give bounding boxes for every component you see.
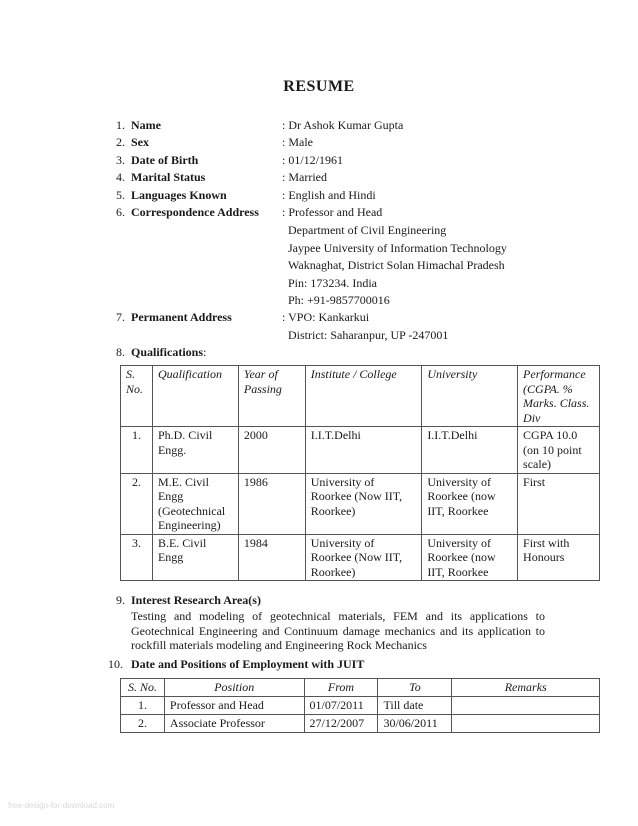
- field-label: Correspondence Address: [131, 205, 259, 219]
- field-label: Name: [131, 118, 161, 132]
- field-value: : Male: [282, 135, 313, 150]
- column-header: University: [422, 366, 518, 427]
- column-header: Institute / College: [305, 366, 422, 427]
- table-cell: 1984: [238, 534, 305, 581]
- table-cell: 30/06/2011: [378, 714, 452, 732]
- field-value: : English and Hindi: [282, 187, 376, 202]
- column-header: Year of Passing: [238, 366, 305, 427]
- table-cell: [452, 714, 600, 732]
- field-label: Date of Birth: [131, 152, 199, 167]
- item-number: 9.: [116, 593, 125, 607]
- table-header-row: [121, 366, 600, 427]
- item-number: 8.: [116, 345, 125, 359]
- item-number: 10.: [108, 657, 123, 671]
- field-label: Languages Known: [131, 187, 227, 202]
- table-cell: [452, 696, 600, 714]
- item-number: 3.: [116, 152, 125, 167]
- column-header: Qualification: [152, 366, 238, 427]
- column-header: S. No.: [121, 679, 165, 697]
- section-label: Qualifications: [131, 345, 204, 359]
- field-value: : Professor and Head: [282, 205, 383, 219]
- resume-page: RESUME 1. Name : Dr Ashok Kumar Gupta 2. Sex : Male 3. Date of Birth : 01/12/1961 4. Marital Status : Married 5. Languages Known : English and Hindi 6. Correspondence Address : Professor and Head Department of Civil Engineering Jaypee University of Information Technology Waknaghat, District Solan Himachal Pradesh Pin: 173234. India Ph: +91-9857700016 7. Permanent Address : VPO: Kankarkui District: Saharanpur, UP -247001 8. Qualifications: S. No. Qualification Year of Passing Institute / College University Performance (CGPA. % Marks. Class. Div 1. Ph.D. Civil Engg. 2000 I.I.T.Delhi I.I.T.Delhi CGPA 10.0 (on 10 point scale) 2. M.E. Civil Engg (Geotechnical Engineering) 1986 University of Roorkee (Now IIT, Roorkee) University of Roorkee (now IIT, Roorkee First 3. B.E. Civil Engg 1984 University of Roorkee (Now IIT, Roorkee) University of Roorkee (now IIT, Roorkee First with Honours 9. Interest Research Area(s) Testing and modeling of geotechnical materials, FEM and its applications to Geotechnical Engineering and Continuum damage mechanics and its application to rockfill materials modeling and Engineering Rock Mechanics 10. Date and Positions of Employment with JUIT S. No. Position From To Remarks 1. Professor and Head 01/07/2011 Till date 2. Associate Professor 27/12/2007 30/06/2011 free-design-for-download.com: [0, 0, 638, 826]
- table-cell: CGPA 10.0 (on 10 point scale): [518, 427, 600, 474]
- column-header: From: [304, 679, 378, 697]
- item-number: 6.: [116, 205, 125, 219]
- field-label: Permanent Address: [131, 310, 232, 324]
- column-header: Performance (CGPA. % Marks. Class. Div: [518, 366, 600, 427]
- employment-table: [120, 678, 600, 733]
- column-header: To: [378, 679, 452, 697]
- table-cell: B.E. Civil Engg: [152, 534, 238, 581]
- field-label: Marital Status: [131, 170, 206, 185]
- address-line: Pin: 173234. India: [288, 275, 377, 290]
- table-header-row: [121, 679, 600, 697]
- column-header: S. No.: [121, 366, 153, 427]
- address-line: Waknaghat, District Solan Himachal Pradesh: [288, 258, 505, 273]
- item-number: 4.: [116, 170, 125, 185]
- field-value: : 01/12/1961: [282, 152, 344, 167]
- field-value: : Dr Ashok Kumar Gupta: [282, 118, 404, 132]
- table-cell: 2.: [121, 473, 153, 534]
- research-text: Testing and modeling of geotechnical materials, FEM and its applications to Geotechnical Engineering and Continuum damage mechanics and its application to rockfill materials modeling and Engineering Rock Mechanics: [131, 609, 545, 652]
- table-cell: 01/07/2011: [304, 696, 378, 714]
- field-label: Sex: [131, 135, 149, 150]
- column-header: Position: [164, 679, 304, 697]
- table-cell: Associate Professor: [164, 714, 304, 732]
- item-number: 5.: [116, 187, 125, 202]
- permanent-address-line2: District: Saharanpur, UP -247001: [288, 328, 449, 342]
- column-header: Remarks: [452, 679, 600, 697]
- table-cell: M.E. Civil Engg (Geotechnical Engineering): [152, 473, 238, 534]
- table-cell: 1.: [121, 427, 153, 474]
- table-cell: University of Roorkee (now IIT, Roorkee: [422, 473, 518, 534]
- table-row: [121, 696, 600, 714]
- address-line: Ph: +91-9857700016: [288, 293, 390, 308]
- item-number: 1.: [116, 118, 125, 132]
- table-row: [121, 534, 600, 581]
- table-cell: Till date: [378, 696, 452, 714]
- table-cell: Professor and Head: [164, 696, 304, 714]
- qualifications-table: [120, 365, 600, 581]
- table-row: [121, 427, 600, 474]
- address-line: Department of Civil Engineering: [288, 223, 447, 237]
- item-number: 7.: [116, 310, 125, 324]
- section-label: Date and Positions of Employment with JUIT: [131, 657, 365, 671]
- permanent-address-value: : VPO: Kankarkui: [282, 310, 370, 324]
- table-cell: First: [518, 473, 600, 534]
- table-cell: University of Roorkee (Now IIT, Roorkee): [305, 534, 422, 581]
- table-cell: 2.: [121, 714, 165, 732]
- table-cell: 1.: [121, 696, 165, 714]
- field-value: : Married: [282, 170, 327, 185]
- table-cell: Ph.D. Civil Engg.: [152, 427, 238, 474]
- table-cell: I.I.T.Delhi: [305, 427, 422, 474]
- table-cell: 3.: [121, 534, 153, 581]
- watermark: free-design-for-download.com: [8, 801, 115, 810]
- table-cell: University of Roorkee (Now IIT, Roorkee): [305, 473, 422, 534]
- table-cell: First with Honours: [518, 534, 600, 581]
- table-cell: 2000: [238, 427, 305, 474]
- item-number: 2.: [116, 135, 125, 150]
- section-label: Interest Research Area(s): [131, 593, 261, 607]
- address-line: Jaypee University of Information Technology: [288, 240, 507, 255]
- table-cell: I.I.T.Delhi: [422, 427, 518, 474]
- table-cell: University of Roorkee (now IIT, Roorkee: [422, 534, 518, 581]
- page-title: RESUME: [283, 78, 355, 95]
- table-row: [121, 714, 600, 732]
- table-cell: 1986: [238, 473, 305, 534]
- table-row: [121, 473, 600, 534]
- table-cell: 27/12/2007: [304, 714, 378, 732]
